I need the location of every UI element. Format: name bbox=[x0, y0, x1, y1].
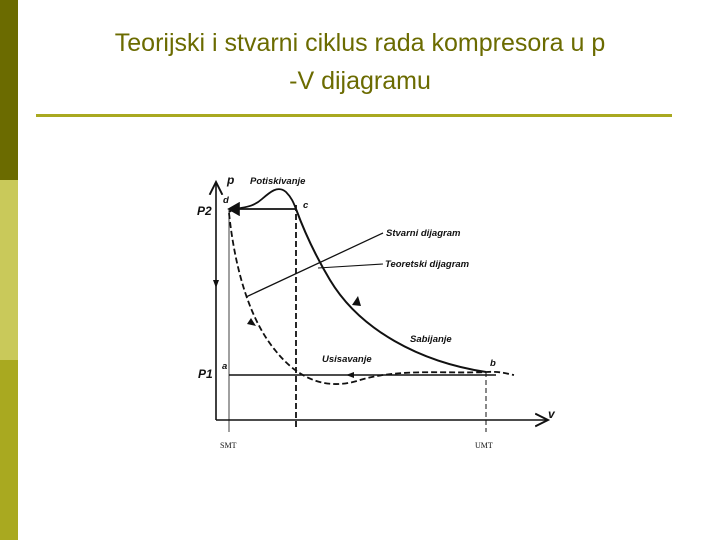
label-axis-p: p bbox=[227, 173, 235, 187]
expansion-arrow bbox=[247, 318, 256, 326]
label-smt: SMT bbox=[220, 441, 237, 450]
label-point-d: d bbox=[223, 195, 229, 206]
usisavanje-arrow bbox=[346, 372, 354, 378]
label-stvarni-dijagram: Stvarni dijagram bbox=[386, 228, 461, 239]
label-point-b: b bbox=[490, 358, 496, 369]
title-line-2: -V dijagramu bbox=[289, 67, 431, 95]
sabijanje-arrow bbox=[352, 296, 361, 306]
label-umt: UMT bbox=[475, 441, 493, 450]
label-usisavanje: Usisavanje bbox=[322, 354, 372, 365]
leader-teoretski bbox=[318, 264, 383, 268]
label-p2: P2 bbox=[197, 204, 212, 218]
label-sabijanje: Sabijanje bbox=[410, 334, 452, 345]
label-axis-v: v bbox=[548, 407, 555, 421]
title-line-1: Teorijski i stvarni ciklus rada kompresora u p bbox=[114, 29, 606, 57]
label-potiskivanje: Potiskivanje bbox=[250, 176, 306, 187]
label-point-c: c bbox=[303, 200, 309, 211]
label-p1: P1 bbox=[198, 367, 213, 381]
label-point-a: a bbox=[222, 361, 228, 372]
axis-arrow-small bbox=[213, 280, 219, 288]
label-teoretski-dijagram: Teoretski dijagram bbox=[385, 259, 470, 270]
